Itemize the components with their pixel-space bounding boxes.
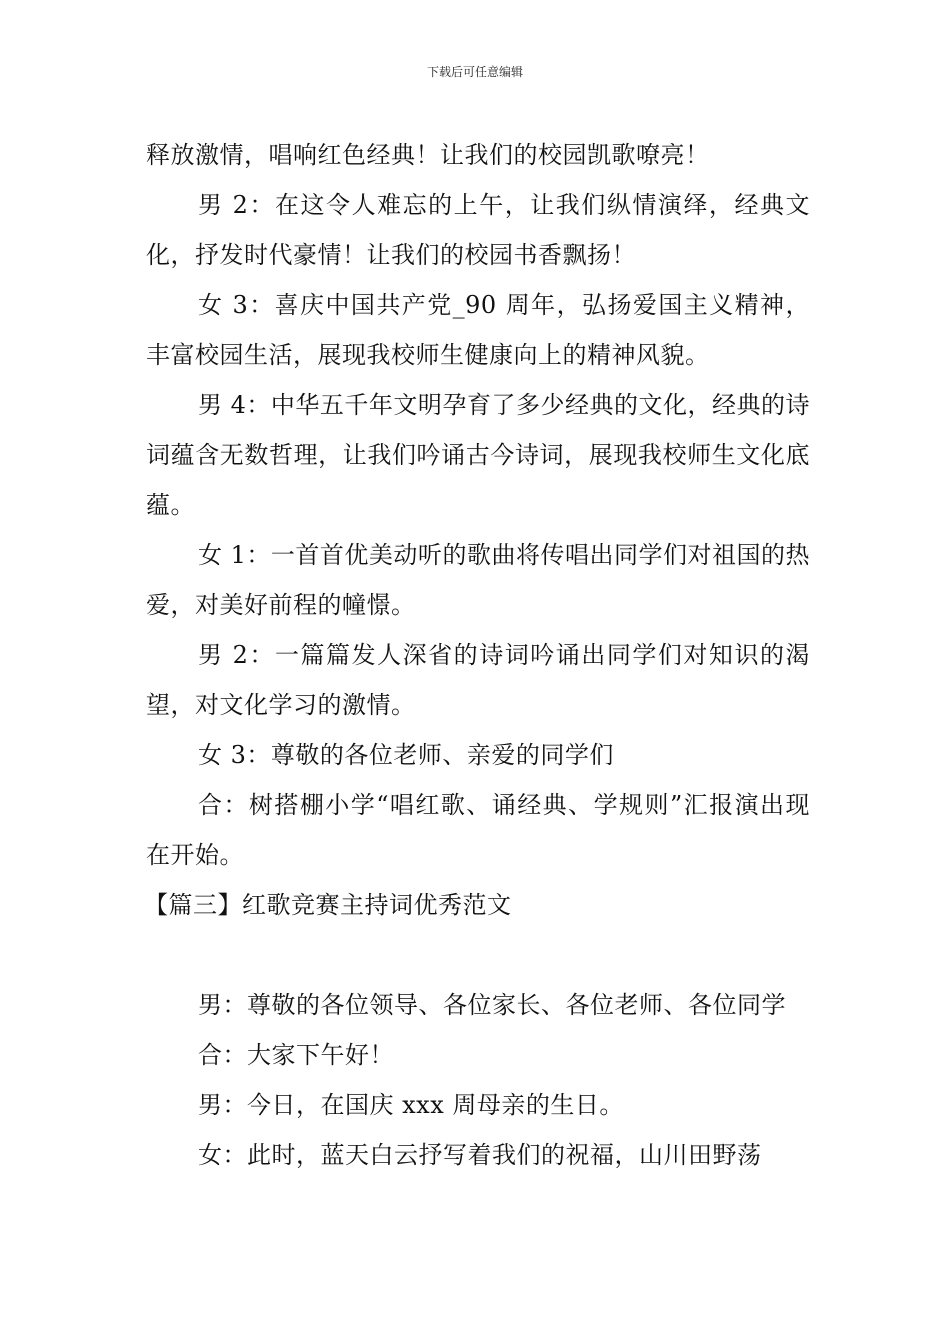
paragraph-male-greeting: 男：尊敬的各位领导、各位家长、各位老师、各位同学 (198, 991, 786, 1019)
paragraph-female-now: 女：此时，蓝天白云抒写着我们的祝福，山川田野荡 (198, 1141, 762, 1169)
paragraph-male-4: 男 4：中华五千年文明孕育了多少经典的文化，经典的诗词蕴含无数哲理，让我们吟诵古今诗词，展现我校师生文化底蕴。 (146, 391, 810, 519)
page-header-note: 下载后可任意编辑 (426, 65, 523, 79)
paragraph-female-3-b: 女 3：尊敬的各位老师、亲爱的同学们 (198, 741, 614, 769)
paragraph-male-today: 男：今日，在国庆 xxx 周母亲的生日。 (198, 1091, 624, 1119)
paragraph-continuation: 释放激情，唱响红色经典！让我们的校园凯歌嘹亮！ (146, 141, 710, 169)
section-heading: 【篇三】红歌竞赛主持词优秀范文 (144, 891, 512, 919)
paragraph-female-1: 女 1：一首首优美动听的歌曲将传唱出同学们对祖国的热爱，对美好前程的幢憬。 (146, 541, 810, 619)
document-body (146, 130, 810, 1180)
paragraph-male-2-b: 男 2：一篇篇发人深省的诗词吟诵出同学们对知识的渴望，对文化学习的激情。 (146, 641, 810, 719)
paragraph-female-3: 女 3：喜庆中国共产党_90 周年，弘扬爱国主义精神，丰富校园生活，展现我校师生健康向上的精神风貌。 (146, 291, 810, 369)
paragraph-male-2: 男 2：在这令人难忘的上午，让我们纵情演绎，经典文化，抒发时代豪情！让我们的校园书香飘扬！ (146, 191, 810, 269)
paragraph-together-greeting: 合：大家下午好！ (198, 1041, 394, 1069)
paragraph-together: 合：树搭棚小学“唱红歌、诵经典、学规则”汇报演出现在开始。 (146, 791, 810, 869)
blank-line (146, 930, 810, 980)
